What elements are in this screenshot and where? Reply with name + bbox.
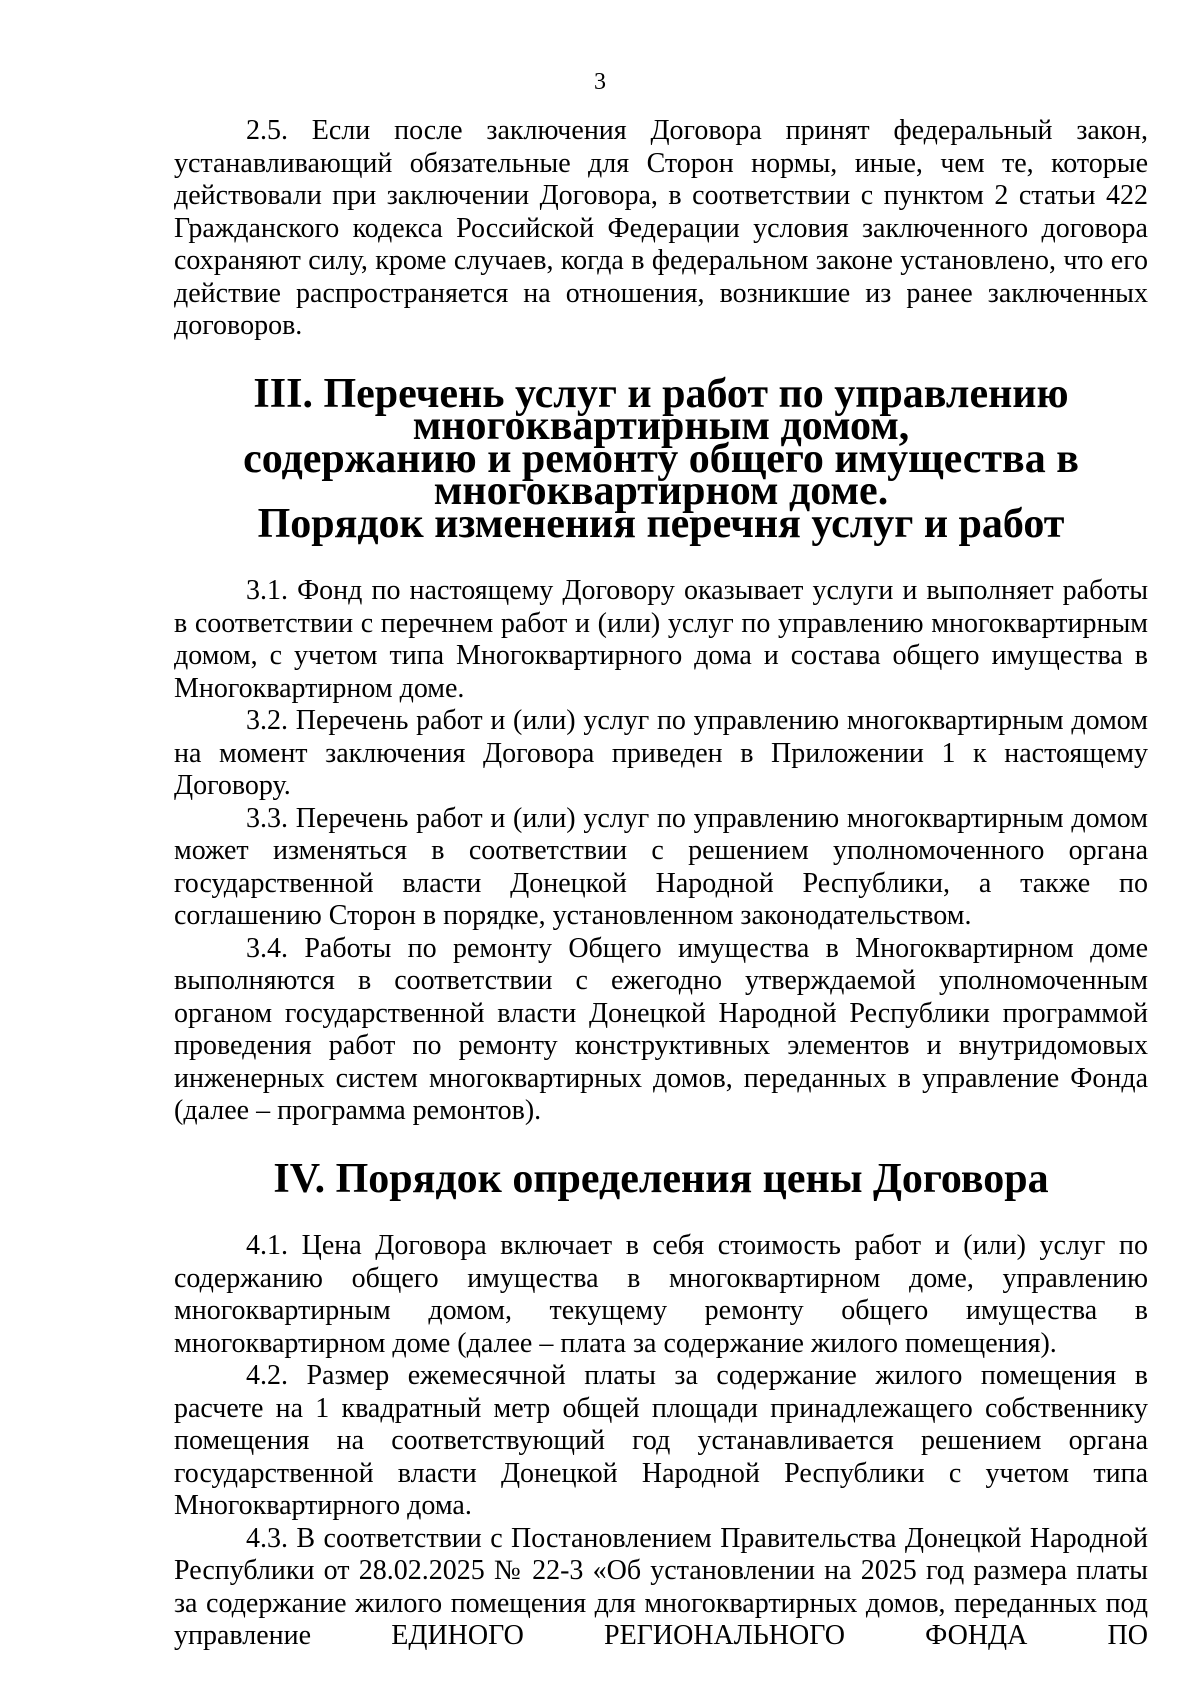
section-3-heading-line-1: III. Перечень услуг и работ по управлению многоквартирным домом, — [253, 370, 1069, 449]
paragraph-3-4: 3.4. Работы по ремонту Общего имущества в Многоквартирном доме выполняются в соответствии с ежегодно утверждаемой уполномоченным органом государственной власти Донецкой Народной Республики программой проведения работ по ремонту конструктивных элементов и внутридомовых инженерных систем многоквартирных домов, переданных в управление Фонда (далее – программа ремонтов). — [174, 932, 1148, 1126]
paragraph-2-5: 2.5. Если после заключения Договора принят федеральный закон, устанавливающий обязательные для Сторон нормы, иные, чем те, которые действовали при заключении Договора, в соответствии с пунктом 2 статьи 422 Гражданского кодекса Российской Федерации условия заключенного договора сохраняют силу, кроме случаев, когда в федеральном законе установлено, что его действие распространяется на отношения, возникшие из ранее заключенных договоров. — [174, 115, 1148, 341]
paragraph-4-3: 4.3. В соответствии с Постановлением Правительства Донецкой Народной Республики от 28.02.2025 № 22-3 «Об установлении на 2025 год размера платы за содержание жилого помещения для многоквартирных домов, переданных под управление ЕДИНОГО РЕГИОНАЛЬНОГО ФОНДА ПО — [174, 1522, 1148, 1651]
paragraph-3-1: 3.1. Фонд по настоящему Договору оказывает услуги и выполняет работы в соответствии с перечнем работ и (или) услуг по управлению многоквартирным домом, с учетом типа Многоквартирного дома и состава общего имущества в Многоквартирном доме. — [174, 575, 1148, 704]
section-3-heading — [174, 370, 1148, 547]
paragraph-4-1: 4.1. Цена Договора включает в себя стоимость работ и (или) услуг по содержанию общего имущества в многоквартирном доме, управлению многоквартирным домом, текущему ремонту общего имущества в многоквартирном доме (далее – плата за содержание жилого помещения). — [174, 1230, 1148, 1359]
section-4-heading: IV. Порядок определения цены Договора — [273, 1155, 1049, 1202]
section-3-heading-line-3: Порядок изменения перечня услуг и работ — [257, 500, 1065, 547]
document-body — [174, 115, 1148, 1653]
page-number: 3 — [594, 69, 606, 95]
paragraph-3-2: 3.2. Перечень работ и (или) услуг по управлению многоквартирным домом на момент заключения Договора приведен в Приложении 1 к настоящему Договору. — [174, 705, 1148, 801]
paragraph-3-3: 3.3. Перечень работ и (или) услуг по управлению многоквартирным домом может изменяться в соответствии с решением уполномоченного органа государственной власти Донецкой Народной Республики, а также по соглашению Сторон в порядке, установленном законодательством. — [174, 802, 1148, 931]
paragraph-4-2: 4.2. Размер ежемесячной платы за содержание жилого помещения в расчете на 1 квадратный метр общей площади принадлежащего собственнику помещения на соответствующий год устанавливается решением органа государственной власти Донецкой Народной Республики с учетом типа Многоквартирного дома. — [174, 1360, 1148, 1521]
section-3-heading-line-2: содержанию и ремонту общего имущества в многоквартирном доме. — [243, 435, 1079, 514]
